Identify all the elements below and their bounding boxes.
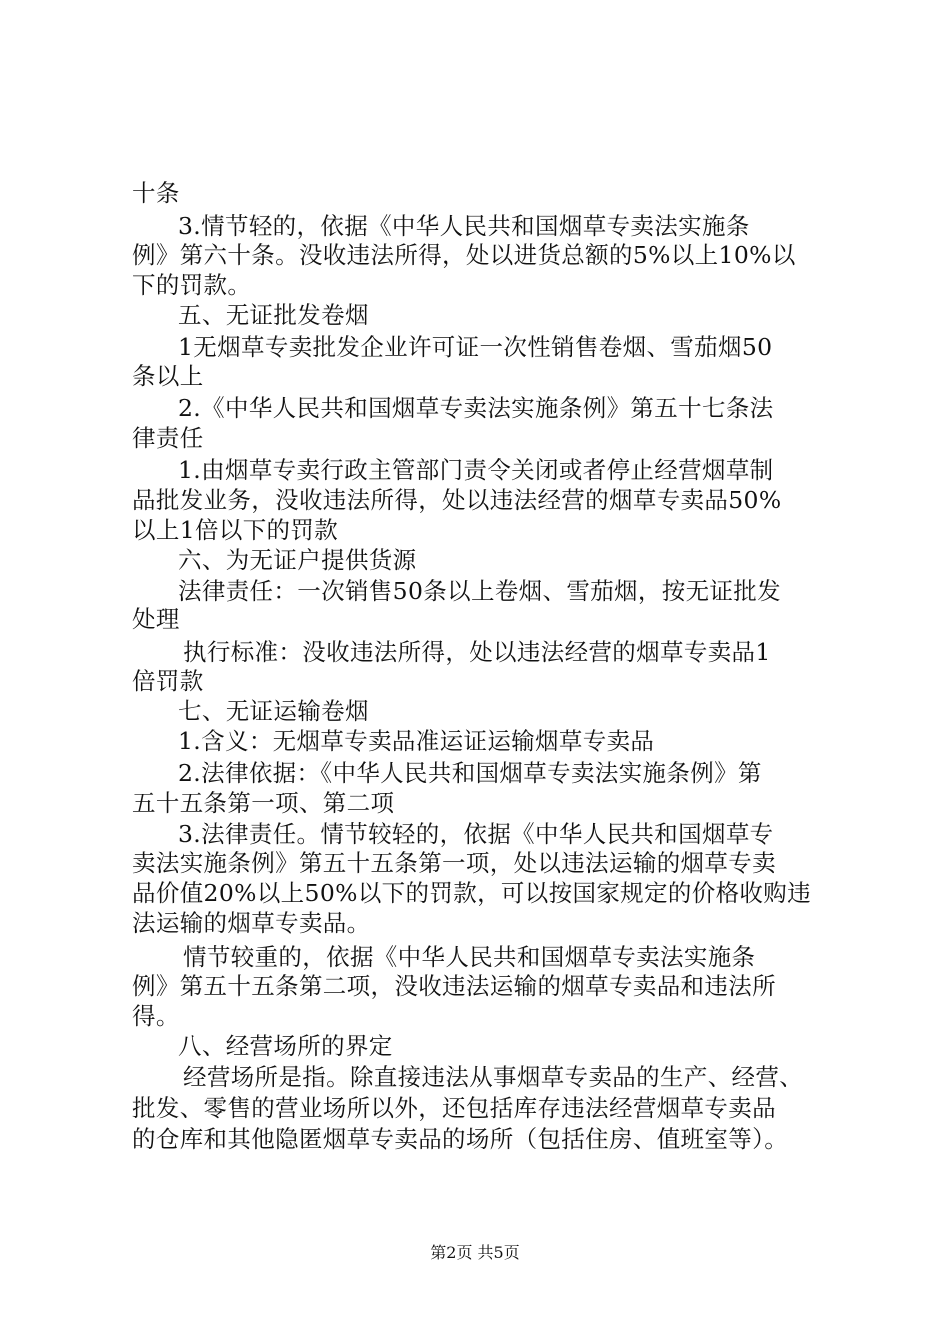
- text-line: 品价值20%以上50%以下的罚款，可以按国家规定的价格收购违: [132, 879, 811, 907]
- text-line: 卖法实施条例》第五十五条第一项，处以违法运输的烟草专卖: [132, 849, 776, 877]
- text-line: 十条: [132, 179, 180, 207]
- text-line: 五十五条第一项、第二项: [132, 789, 395, 817]
- text-line: 2.法律依据：《中华人民共和国烟草专卖法实施条例》第: [178, 759, 762, 787]
- text-line: 情节较重的，依据《中华人民共和国烟草专卖法实施条: [183, 943, 756, 971]
- page-number-footer: 第2页 共5页: [430, 1243, 520, 1262]
- text-line: 执行标准：没收违法所得，处以违法经营的烟草专卖品1: [183, 638, 771, 666]
- text-line: 例》第五十五条第二项，没收违法运输的烟草专卖品和违法所: [132, 972, 776, 1000]
- text-line: 得。: [132, 1002, 180, 1030]
- text-line: 经营场所是指。除直接违法从事烟草专卖品的生产、经营、: [183, 1063, 804, 1091]
- text-line: 批发、零售的营业场所以外，还包括库存违法经营烟草专卖品: [132, 1094, 776, 1122]
- text-line: 2.《中华人民共和国烟草专卖法实施条例》第五十七条法: [178, 394, 774, 422]
- text-line: 处理: [132, 605, 180, 633]
- text-line: 下的罚款。: [132, 271, 252, 299]
- text-line: 律责任: [132, 424, 204, 452]
- text-line: 以上1倍以下的罚款: [132, 516, 339, 544]
- text-line: 条以上: [132, 362, 204, 390]
- section-heading: 七、无证运输卷烟: [178, 697, 369, 725]
- text-line: 倍罚款: [132, 667, 204, 695]
- text-line: 法运输的烟草专卖品。: [132, 909, 371, 937]
- text-line: 例》第六十条。没收违法所得，处以进货总额的5%以上10%以: [132, 241, 796, 269]
- section-heading: 六、为无证户提供货源: [178, 546, 417, 574]
- text-line: 3.法律责任。情节较轻的，依据《中华人民共和国烟草专: [178, 820, 774, 848]
- section-heading: 八、经营场所的界定: [178, 1032, 393, 1060]
- text-line: 的仓库和其他隐匿烟草专卖品的场所（包括住房、值班室等）。: [132, 1125, 789, 1153]
- section-heading: 五、无证批发卷烟: [178, 301, 369, 329]
- text-line: 1无烟草专卖批发企业许可证一次性销售卷烟、雪茄烟50: [178, 333, 773, 361]
- text-line: 3.情节轻的，依据《中华人民共和国烟草专卖法实施条: [178, 212, 750, 240]
- text-line: 1.由烟草专卖行政主管部门责令关闭或者停止经营烟草制: [178, 456, 774, 484]
- text-line: 品批发业务，没收违法所得，处以违法经营的烟草专卖品50%: [132, 486, 782, 514]
- text-line: 法律责任：一次销售50条以上卷烟、雪茄烟，按无证批发: [178, 577, 782, 605]
- text-line: 1.含义：无烟草专卖品准运证运输烟草专卖品: [178, 727, 655, 755]
